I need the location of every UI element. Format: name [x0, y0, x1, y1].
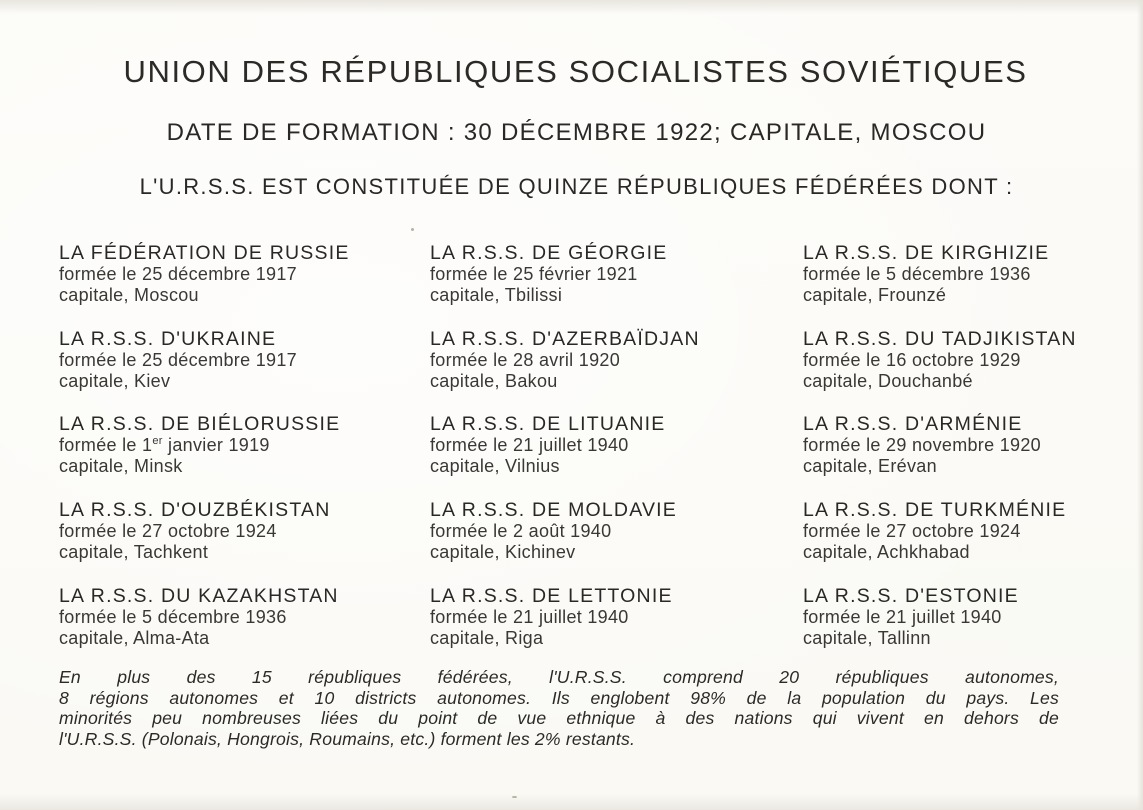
paper-speck	[411, 228, 414, 231]
republic-name: LA FÉDÉRATION DE RUSSIE	[59, 242, 350, 264]
republic-formed: formée le 25 décembre 1917	[59, 264, 297, 284]
republic-entry-ukraine	[59, 328, 297, 392]
republic-name: LA R.S.S. DU TADJIKISTAN	[803, 328, 1077, 350]
paper-speck	[512, 796, 517, 798]
republic-name: LA R.S.S. D'ARMÉNIE	[803, 413, 1023, 435]
republic-formed: formée le 16 octobre 1929	[803, 350, 1021, 370]
paper-edge-top	[0, 0, 1143, 14]
republic-name: LA R.S.S. D'OUZBÉKISTAN	[59, 499, 331, 521]
republic-capital: capitale, Tallinn	[803, 628, 931, 648]
republic-name: LA R.S.S. DE LITUANIE	[430, 413, 666, 435]
republic-capital: capitale, Erévan	[803, 456, 937, 476]
formed-ordinal: er	[152, 435, 163, 447]
republic-capital: capitale, Frounzé	[803, 285, 947, 305]
paper-edge-bottom	[0, 794, 1143, 810]
republic-entry-ouzbekistan	[59, 499, 331, 563]
republic-capital: capitale, Bakou	[430, 371, 558, 391]
republic-capital: capitale, Achkhabad	[803, 542, 970, 562]
republic-capital: capitale, Tachkent	[59, 542, 209, 562]
republic-name: LA R.S.S. DU KAZAKHSTAN	[59, 585, 339, 607]
formation-date-line: DATE DE FORMATION : 30 DÉCEMBRE 1922; CAPITALE, MOSCOU	[166, 119, 987, 146]
footnote-line: minorités peu nombreuses liées du point de vue ethnique à des nations qui vivent en dehors de	[59, 708, 1059, 728]
republic-name: LA R.S.S. DE TURKMÉNIE	[803, 499, 1067, 521]
footnote-line: l'U.R.S.S. (Polonais, Hongrois, Roumains, etc.) forment les 2% restants.	[59, 728, 636, 749]
republic-entry-georgie	[430, 242, 667, 306]
republic-formed: formée le 2 août 1940	[430, 521, 612, 541]
republic-name: LA R.S.S. DE BIÉLORUSSIE	[59, 413, 341, 435]
intro-line: L'U.R.S.S. EST CONSTITUÉE DE QUINZE RÉPUBLIQUES FÉDÉRÉES DONT :	[139, 174, 1014, 199]
republic-formed: formée le 21 juillet 1940	[803, 607, 1002, 627]
republic-entry-lituanie	[430, 413, 665, 477]
republic-formed: formée le 5 décembre 1936	[803, 264, 1031, 284]
formed-prefix: formée le 1	[59, 435, 153, 455]
republic-entry-kazakhstan	[59, 585, 339, 649]
republic-formed: formée le 25 février 1921	[430, 264, 638, 284]
republic-capital: capitale, Moscou	[59, 285, 199, 305]
republic-name: LA R.S.S. D'AZERBAÏDJAN	[430, 328, 700, 350]
republic-capital: capitale, Vilnius	[430, 456, 560, 476]
footnote-line: En plus des 15 républiques fédérées, l'U.R.S.S. comprend 20 républiques autonomes,	[59, 667, 1059, 687]
republic-entry-estonie	[803, 585, 1019, 649]
republic-entry-armenie	[803, 413, 1041, 477]
republic-formed: formée le 25 décembre 1917	[59, 350, 297, 370]
republic-entry-kirghizie	[803, 242, 1049, 306]
republic-entry-moldavie	[430, 499, 677, 563]
footnote-paragraph	[59, 667, 1059, 749]
republic-name: LA R.S.S. DE MOLDAVIE	[430, 499, 677, 521]
republic-entry-russie	[59, 242, 350, 306]
republic-capital: capitale, Minsk	[59, 456, 183, 476]
formed-suffix: janvier 1919	[162, 435, 270, 455]
republic-formed: formée le 29 novembre 1920	[803, 435, 1041, 455]
republic-name: LA R.S.S. DE LETTONIE	[430, 585, 673, 607]
republic-formed	[59, 435, 340, 456]
republic-name: LA R.S.S. D'UKRAINE	[59, 328, 277, 350]
republic-entry-lettonie	[430, 585, 673, 649]
republic-name: LA R.S.S. D'ESTONIE	[803, 585, 1019, 607]
republic-name: LA R.S.S. DE KIRGHIZIE	[803, 242, 1050, 264]
republic-formed: formée le 27 octobre 1924	[803, 521, 1021, 541]
republic-capital: capitale, Kiev	[59, 371, 171, 391]
republic-formed: formée le 28 avril 1920	[430, 350, 621, 370]
republic-capital: capitale, Kichinev	[430, 542, 576, 562]
republic-entry-bielorussie	[59, 413, 340, 477]
republic-formed: formée le 27 octobre 1924	[59, 521, 277, 541]
republic-entry-azerbaidjan	[430, 328, 700, 392]
republic-entry-turkmenie	[803, 499, 1066, 563]
republic-formed: formée le 21 juillet 1940	[430, 607, 629, 627]
footnote-line: 8 régions autonomes et 10 districts autonomes. Ils englobent 98% de la population du pays. Les	[59, 687, 1059, 708]
republic-capital: capitale, Alma-Ata	[59, 628, 210, 648]
republic-capital: capitale, Riga	[430, 628, 544, 648]
republic-formed: formée le 21 juillet 1940	[430, 435, 629, 455]
republic-formed: formée le 5 décembre 1936	[59, 607, 287, 627]
republic-capital: capitale, Douchanbé	[803, 371, 973, 391]
document-title: UNION DES RÉPUBLIQUES SOCIALISTES SOVIÉTIQUES	[123, 54, 1028, 89]
republic-entry-tadjikistan	[803, 328, 1077, 392]
republic-capital: capitale, Tbilissi	[430, 285, 563, 305]
republic-name: LA R.S.S. DE GÉORGIE	[430, 242, 668, 264]
